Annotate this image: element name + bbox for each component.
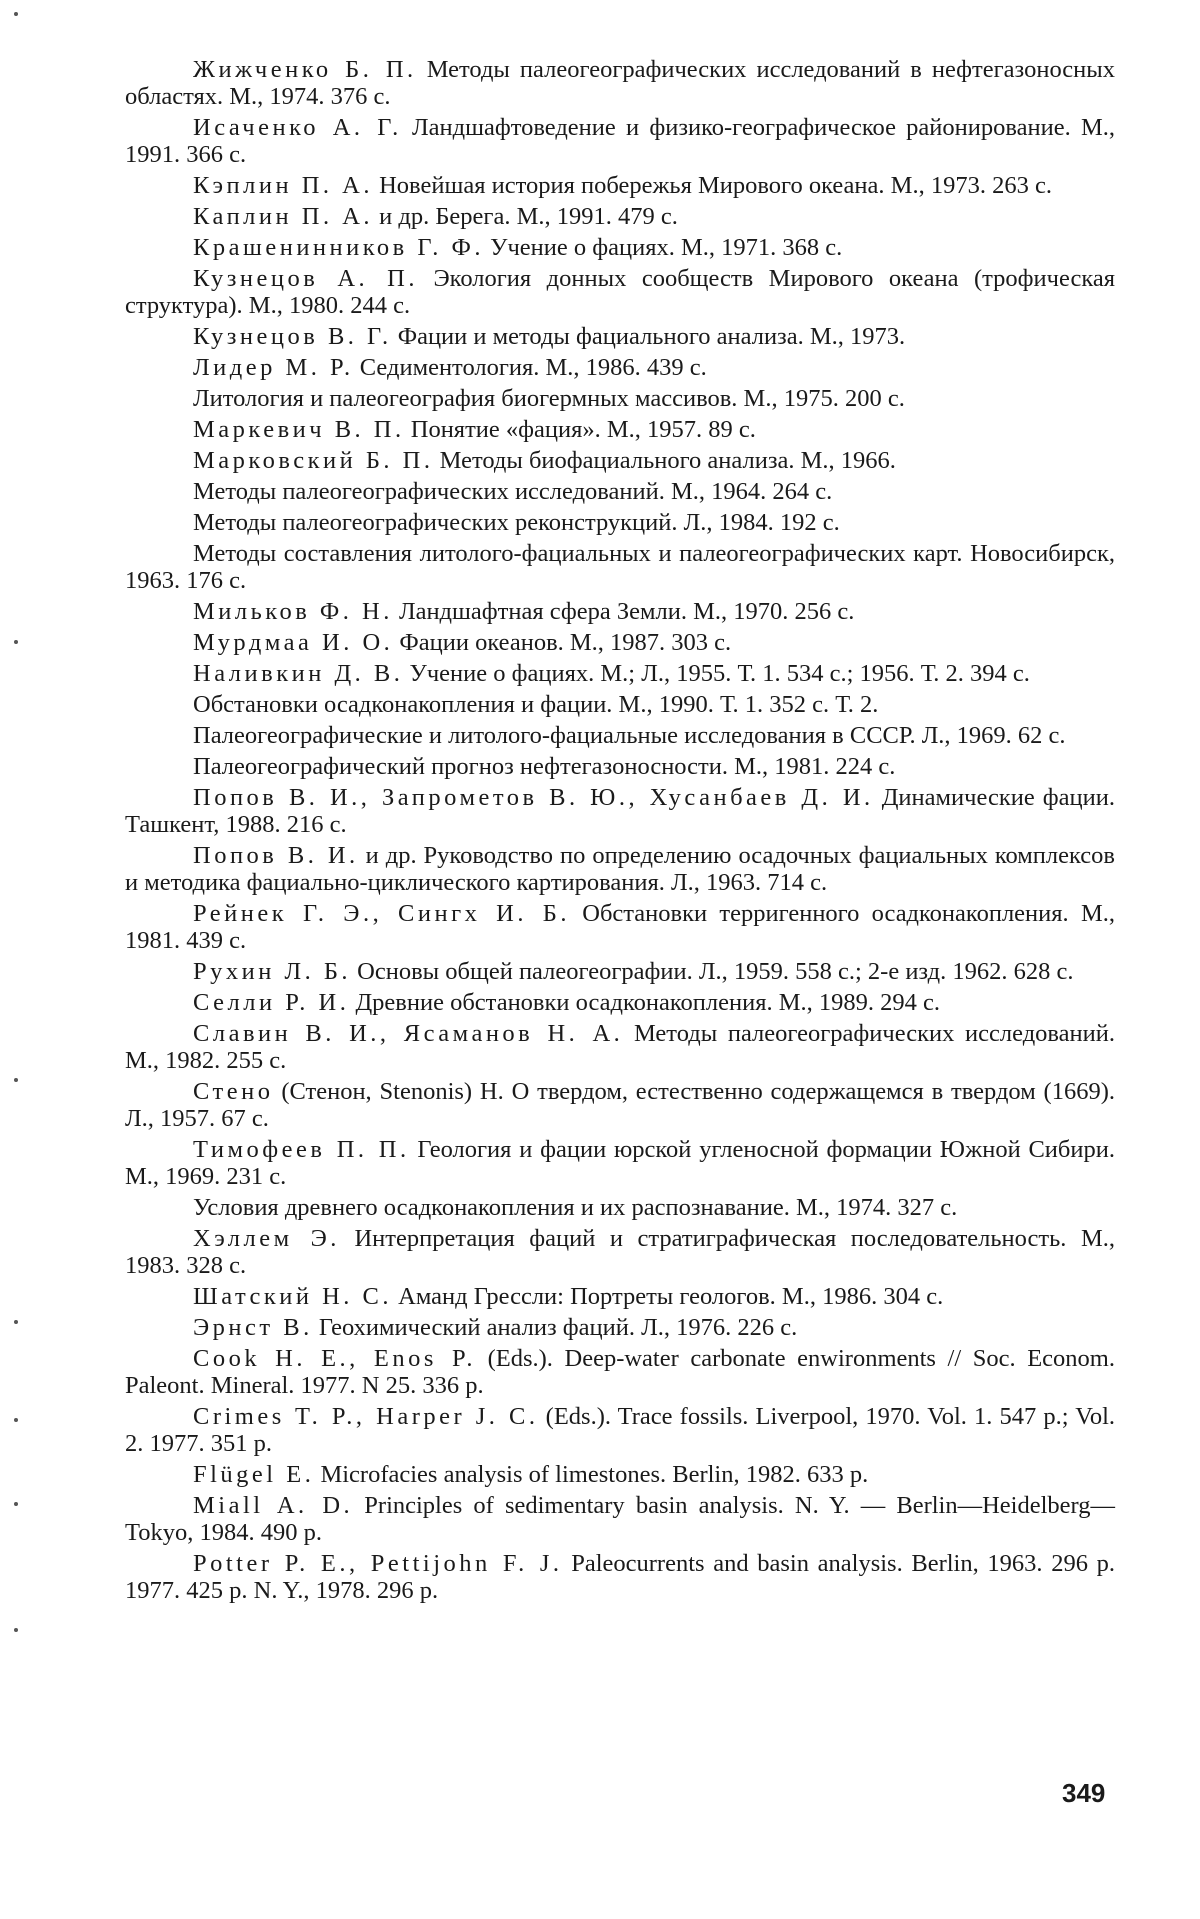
reference-author: Кузнецов А. П. <box>193 265 418 292</box>
reference-author: Эрнст В. <box>193 1314 313 1341</box>
reference-entry <box>125 1136 1115 1190</box>
reference-author: Рухин Л. Б. <box>193 958 352 985</box>
reference-text: Аманд Грессли: Портреты геологов. М., 1986. 304 с. <box>392 1283 944 1310</box>
reference-author: Мильков Ф. Н. <box>193 598 393 625</box>
reference-entry <box>125 753 1115 780</box>
reference-entry <box>125 900 1115 954</box>
reference-entry <box>125 1403 1115 1457</box>
reference-entry <box>125 1078 1115 1132</box>
reference-entry <box>125 691 1115 718</box>
reference-text: Методы палеогеографических исследований. М., 1982. 255 с. <box>125 1020 1115 1074</box>
margin-mark <box>14 640 18 644</box>
reference-entry <box>125 1550 1115 1604</box>
reference-entry <box>125 265 1115 319</box>
reference-entry <box>125 1314 1115 1341</box>
reference-entry <box>125 540 1115 594</box>
margin-mark <box>14 12 18 16</box>
reference-author: Попов В. И., Запрометов В. Ю., Хусанбаев Д. И. <box>193 784 874 811</box>
margin-mark <box>14 1078 18 1082</box>
reference-text: (Eds.). Deep-water carbonate enwironments // Soc. Econom. Paleont. Mineral. 1977. N 25. 336 p. <box>125 1345 1115 1399</box>
reference-text: Ландшафтная сфера Земли. М., 1970. 256 с. <box>392 598 855 625</box>
reference-text: Геохимический анализ фаций. Л., 1976. 226 с. <box>312 1314 798 1341</box>
reference-text: Литология и палеогеография биогермных массивов. М., 1975. 200 с. <box>193 385 905 412</box>
reference-entry <box>125 203 1115 230</box>
reference-text: Методы палеогеографических реконструкций. Л., 1984. 192 с. <box>193 509 840 536</box>
reference-text: Седиментология. М., 1986. 439 с. <box>353 354 707 381</box>
reference-text: Методы палеогеографических исследований в нефтегазоносных областях. М., 1974. 376 с. <box>125 56 1116 110</box>
reference-text: Палеогеографические и литолого-фациальные исследования в СССР. Л., 1969. 62 с. <box>193 722 1066 749</box>
reference-author: Рейнек Г. Э., Сингх И. Б. <box>193 900 570 927</box>
reference-entry <box>125 323 1115 350</box>
reference-author: Кэплин П. А. <box>193 172 373 199</box>
reference-author: Crimes T. P., Harper J. C. <box>193 1403 539 1430</box>
reference-entry <box>125 354 1115 381</box>
reference-entry <box>125 989 1115 1016</box>
reference-text: Условия древнего осадконакопления и их распознавание. М., 1974. 327 с. <box>193 1194 958 1221</box>
reference-entry <box>125 1345 1115 1399</box>
reference-entry <box>125 1225 1115 1279</box>
reference-text: Principles of sedimentary basin analysis. N. Y. — Berlin—Heidelberg—Tokyo, 1984. 490 p. <box>125 1492 1115 1546</box>
reference-entry <box>125 234 1115 261</box>
reference-text: Учение о фациях. М., 1971. 368 с. <box>484 234 843 261</box>
reference-author: Кузнецов В. Г. <box>193 323 392 350</box>
reference-text: и др. Руководство по определению осадочных фациальных комплексов и методика фациально-циклического картирования. Л., 1963. 714 с. <box>125 842 1115 896</box>
reference-text: Методы биофациального анализа. М., 1966. <box>433 447 896 474</box>
reference-entry <box>125 416 1115 443</box>
reference-entry <box>125 1492 1115 1546</box>
reference-text: Геология и фации юрской угленосной формации Южной Сибири. М., 1969. 231 с. <box>125 1136 1115 1190</box>
reference-author: Попов В. И. <box>193 842 359 869</box>
reference-author: Шатский Н. С. <box>193 1283 392 1310</box>
reference-entry <box>125 447 1115 474</box>
reference-entry <box>125 629 1115 656</box>
reference-author: Селли Р. И. <box>193 989 350 1016</box>
reference-entry <box>125 385 1115 412</box>
reference-text: Основы общей палеогеографии. Л., 1959. 558 с.; 2-е изд. 1962. 628 с. <box>351 958 1074 985</box>
reference-text: (Eds.). Trace fossils. Liverpool, 1970. Vol. 1. 547 p.; Vol. 2. 1977. 351 p. <box>125 1403 1115 1457</box>
reference-entry <box>125 958 1115 985</box>
reference-author: Лидер М. Р. <box>193 354 354 381</box>
reference-entry <box>125 1194 1115 1221</box>
reference-author: Наливкин Д. В. <box>193 660 404 687</box>
reference-text: Обстановки осадконакопления и фации. М., 1990. Т. 1. 352 с. Т. 2. <box>193 691 879 718</box>
reference-author: Тимофеев П. П. <box>193 1136 410 1163</box>
reference-text: Обстановки терригенного осадконакопления. М., 1981. 439 с. <box>125 900 1115 954</box>
reference-text: Древние обстановки осадконакопления. М., 1989. 294 с. <box>349 989 941 1016</box>
reference-text: Методы палеогеографических исследований. М., 1964. 264 с. <box>193 478 833 505</box>
reference-author: Potter P. E., Pettijohn F. J. <box>193 1550 563 1577</box>
reference-author: Крашенинников Г. Ф. <box>193 234 484 261</box>
reference-author: Стено <box>193 1078 274 1105</box>
reference-text: Microfacies analysis of limestones. Berlin, 1982. 633 p. <box>314 1461 869 1488</box>
reference-text: Методы составления литолого-фациальных и палеогеографических карт. Новосибирск, 1963. 176 с. <box>125 540 1115 594</box>
reference-text: Интерпретация фаций и стратиграфическая последовательность. М., 1983. 328 с. <box>125 1225 1115 1279</box>
reference-author: Flügel E. <box>193 1461 315 1488</box>
reference-author: Марковский Б. П. <box>193 447 434 474</box>
reference-entry <box>125 478 1115 505</box>
reference-list <box>125 56 1115 1608</box>
margin-mark <box>14 1320 18 1324</box>
reference-text: Paleocurrents and basin analysis. Berlin, 1963. 296 p. 1977. 425 p. N. Y., 1978. 296 p. <box>125 1550 1115 1604</box>
reference-author: Исаченко А. Г. <box>193 114 402 141</box>
reference-entry <box>125 1283 1115 1310</box>
reference-text: Палеогеографический прогноз нефтегазоносности. М., 1981. 224 с. <box>193 753 896 780</box>
reference-author: Жижченко Б. П. <box>193 56 417 83</box>
reference-entry <box>125 598 1115 625</box>
reference-author: Маркевич В. П. <box>193 416 405 443</box>
reference-entry <box>125 842 1115 896</box>
reference-entry <box>125 1020 1115 1074</box>
reference-entry <box>125 784 1115 838</box>
reference-entry <box>125 660 1115 687</box>
reference-entry <box>125 722 1115 749</box>
reference-entry <box>125 172 1115 199</box>
reference-author: Славин В. И., Ясаманов Н. А. <box>193 1020 624 1047</box>
reference-text: Экология донных сообществ Мирового океана (трофическая структура). М., 1980. 244 с. <box>125 265 1115 319</box>
reference-text: (Стенон, Stenonis) Н. О твердом, естественно содержащемся в твердом (1669). Л., 1957. 67 с. <box>125 1078 1115 1132</box>
reference-text: и др. Берега. М., 1991. 479 с. <box>373 203 678 230</box>
page-number: 349 <box>1062 1778 1106 1808</box>
reference-text: Фации океанов. М., 1987. 303 с. <box>393 629 732 656</box>
reference-text: Ландшафтоведение и физико-географическое районирование. М., 1991. 366 с. <box>125 114 1115 168</box>
reference-author: Cook H. E., Enos P. <box>193 1345 477 1372</box>
margin-mark <box>14 1628 18 1632</box>
reference-entry <box>125 56 1115 110</box>
reference-text: Учение о фациях. М.; Л., 1955. Т. 1. 534 с.; 1956. Т. 2. 394 с. <box>403 660 1030 687</box>
margin-mark <box>14 1418 18 1422</box>
reference-author: Мурдмаа И. О. <box>193 629 394 656</box>
reference-entry <box>125 1461 1115 1488</box>
reference-author: Каплин П. А. <box>193 203 374 230</box>
reference-text: Динамические фации. Ташкент, 1988. 216 с. <box>125 784 1115 838</box>
reference-author: Miall A. D. <box>193 1492 354 1519</box>
reference-entry <box>125 114 1115 168</box>
reference-author: Хэллем Э. <box>193 1225 340 1252</box>
reference-entry <box>125 509 1115 536</box>
margin-mark <box>14 1502 18 1506</box>
reference-text: Фации и методы фациального анализа. М., 1973. <box>391 323 906 350</box>
reference-text: Понятие «фация». М., 1957. 89 с. <box>404 416 756 443</box>
reference-text: Новейшая история побережья Мирового океана. М., 1973. 263 с. <box>372 172 1052 199</box>
